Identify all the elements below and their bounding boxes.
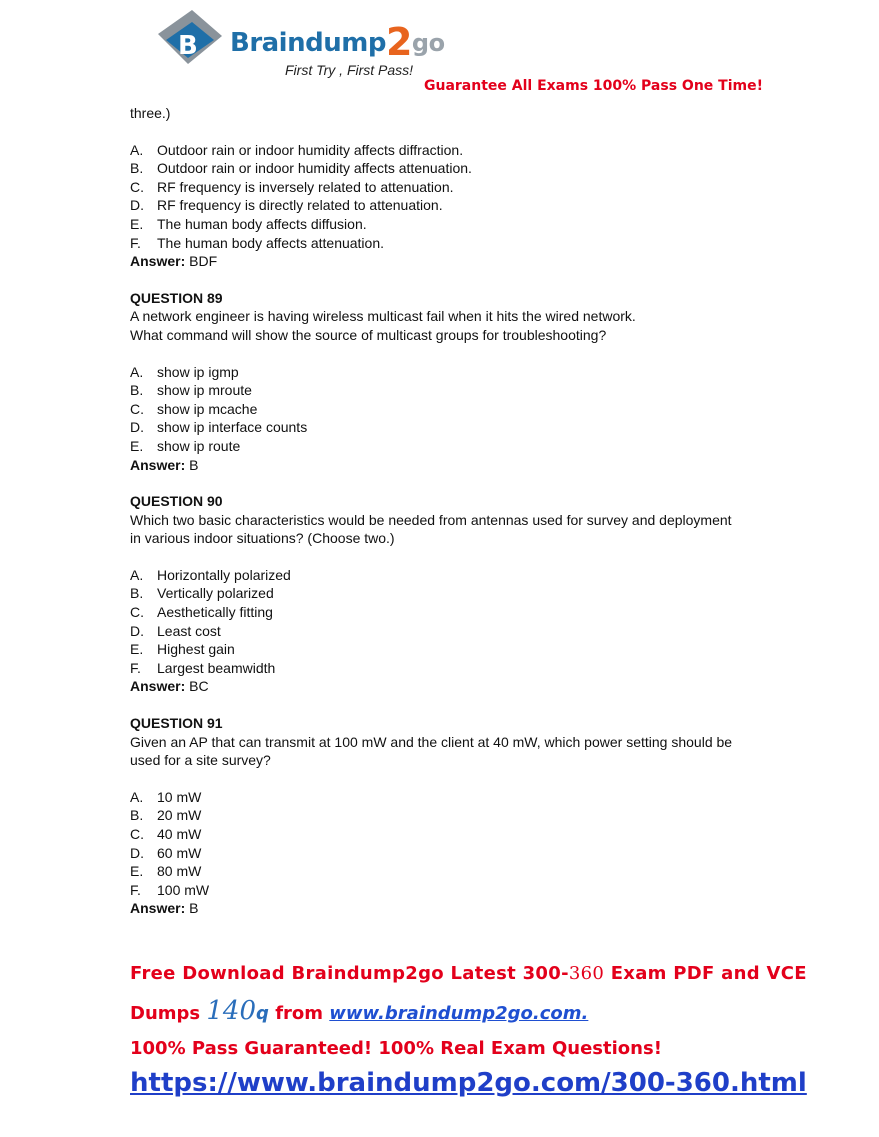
- option-item: A. Horizontally polarized: [130, 566, 291, 583]
- option-item: B. 20 mW: [130, 807, 202, 824]
- question-text: Which two basic characteristics would be needed from antennas used for survey and deployment: [130, 511, 732, 528]
- option-item: E. 80 mW: [130, 863, 202, 880]
- option-item: E. Highest gain: [130, 641, 235, 658]
- question-89: [130, 289, 770, 474]
- option-list: [130, 566, 770, 678]
- option-item: A. Outdoor rain or indoor humidity affects diffraction.: [130, 141, 464, 158]
- option-item: C. RF frequency is inversely related to attenuation.: [130, 178, 454, 195]
- answer-line: Answer: B: [130, 456, 199, 473]
- option-item: D. 60 mW: [130, 844, 202, 861]
- option-item: B. show ip mroute: [130, 382, 252, 399]
- option-item: A. 10 mW: [130, 788, 202, 805]
- answer-line: Answer: B: [130, 900, 199, 917]
- option-list: [130, 363, 770, 456]
- question-title: QUESTION 90: [130, 493, 223, 510]
- option-item: B. Vertically polarized: [130, 585, 274, 602]
- promo-guarantee-line: 100% Pass Guaranteed! 100% Real Exam Questions!: [130, 1038, 662, 1059]
- answer-line: Answer: BDF: [130, 253, 218, 270]
- option-list: [130, 788, 770, 900]
- document-body: [130, 104, 770, 918]
- option-item: A. show ip igmp: [130, 363, 239, 380]
- svg-text:B: B: [178, 31, 198, 61]
- option-item: F. The human body affects attenuation.: [130, 234, 385, 251]
- option-item: D. RF frequency is directly related to attenuation.: [130, 197, 443, 214]
- braindump2go-home-link[interactable]: www.braindump2go.com.: [329, 1003, 589, 1024]
- option-item: E. The human body affects diffusion.: [130, 215, 367, 232]
- answer-line: Answer: BC: [130, 678, 209, 695]
- question-90: [130, 492, 770, 696]
- question-title: QUESTION 91: [130, 715, 223, 732]
- option-item: C. 40 mW: [130, 826, 202, 842]
- promo-dumps-line: Dumps 140q from www.braindump2go.com.: [130, 996, 589, 1026]
- question-text: Given an AP that can transmit at 100 mW and the client at 40 mW, which power setting should be: [130, 733, 733, 750]
- question-text: in various indoor situations? (Choose two.): [130, 530, 395, 547]
- question-title: QUESTION 89: [130, 289, 223, 306]
- exam-page-link[interactable]: https://www.braindump2go.com/300-360.html: [130, 1068, 807, 1098]
- guarantee-banner: Guarantee All Exams 100% Pass One Time!: [424, 78, 763, 94]
- option-list: [130, 141, 770, 253]
- option-item: C. show ip mcache: [130, 400, 258, 417]
- option-item: F. Largest beamwidth: [130, 659, 276, 676]
- option-item: C. Aesthetically fitting: [130, 604, 273, 621]
- brand-name: Braindump2go: [230, 20, 445, 64]
- question-text: used for a site survey?: [130, 752, 271, 769]
- question-91: [130, 714, 770, 918]
- question-text: A network engineer is having wireless multicast fail when it hits the wired network.: [130, 308, 636, 325]
- logo-b-icon: [148, 6, 228, 86]
- option-item: B. Outdoor rain or indoor humidity affects attenuation.: [130, 160, 472, 177]
- promo-download-line: Free Download Braindump2go Latest 300-360 Exam PDF and VCE: [130, 963, 807, 984]
- previous-question-tail: three.): [130, 105, 171, 121]
- option-item: D. show ip interface counts: [130, 419, 308, 436]
- option-item: D. Least cost: [130, 622, 221, 639]
- option-item: F. 100 mW: [130, 881, 210, 898]
- option-item: E. show ip route: [130, 437, 241, 454]
- brand-slogan: First Try , First Pass!: [285, 62, 414, 78]
- question-text: What command will show the source of multicast groups for troubleshooting?: [130, 326, 607, 343]
- brand-logo: [148, 6, 445, 86]
